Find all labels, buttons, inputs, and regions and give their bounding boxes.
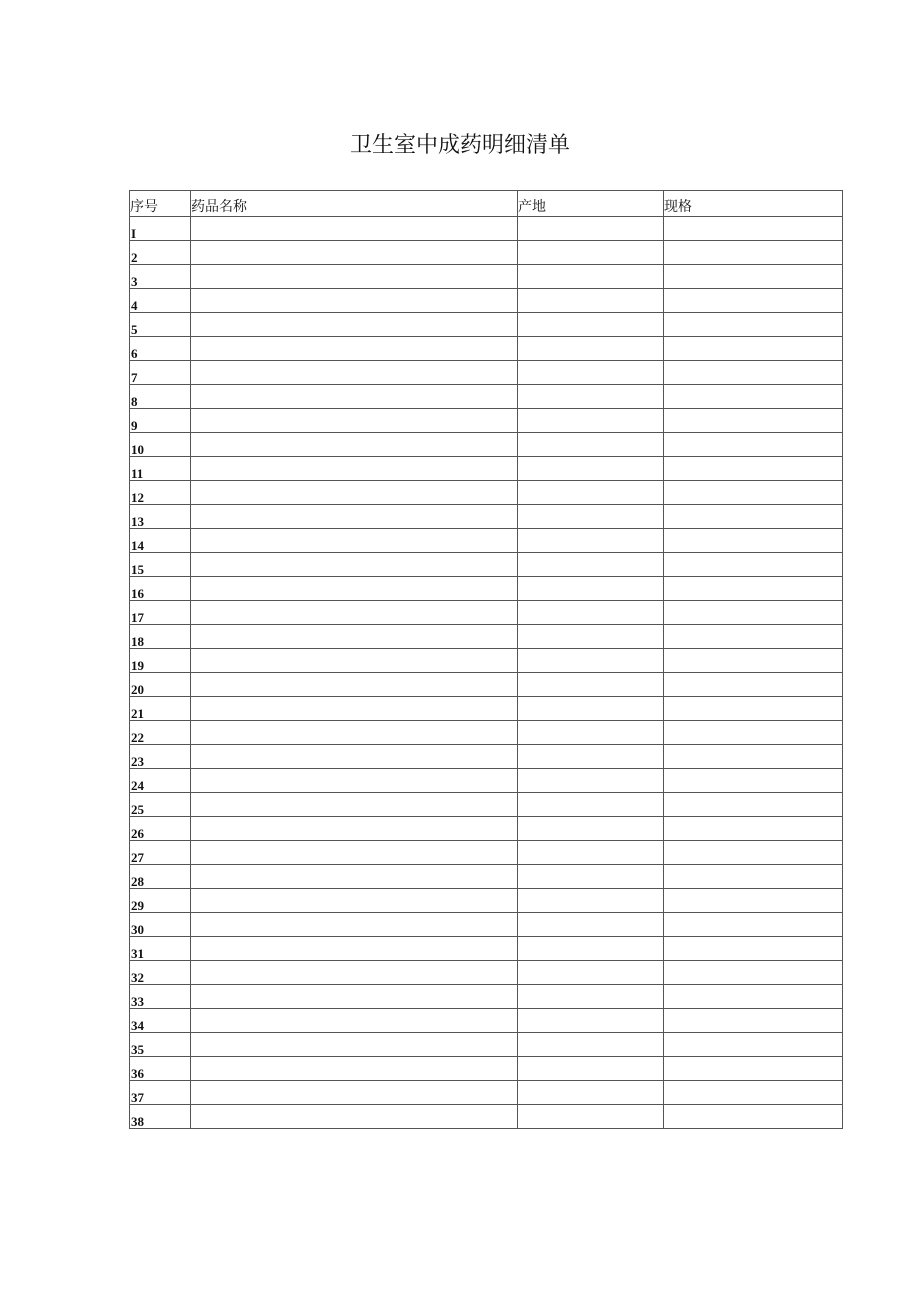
row-serial-cell: 29 [130, 889, 191, 913]
row-serial-cell: 15 [130, 553, 191, 577]
column-header-origin: 产地 [518, 191, 664, 217]
spec-cell[interactable] [664, 361, 843, 385]
origin-cell[interactable] [518, 289, 664, 313]
origin-cell[interactable] [518, 601, 664, 625]
name-cell[interactable] [191, 985, 518, 1009]
name-cell[interactable] [191, 577, 518, 601]
origin-cell[interactable] [518, 889, 664, 913]
row-serial-cell: 38 [130, 1105, 191, 1129]
table-row [130, 409, 843, 433]
origin-cell[interactable] [518, 577, 664, 601]
name-cell[interactable] [191, 697, 518, 721]
name-cell[interactable] [191, 1081, 518, 1105]
row-serial-cell: 28 [130, 865, 191, 889]
row-serial-cell: 26 [130, 817, 191, 841]
row-serial-cell: 6 [130, 337, 191, 361]
origin-cell[interactable] [518, 697, 664, 721]
row-serial-cell: 37 [130, 1081, 191, 1105]
row-serial-cell: 10 [130, 433, 191, 457]
spec-cell[interactable] [664, 649, 843, 673]
name-cell[interactable] [191, 865, 518, 889]
column-header-spec: 现格 [664, 191, 843, 217]
name-cell[interactable] [191, 241, 518, 265]
table-row [130, 697, 843, 721]
origin-cell[interactable] [518, 313, 664, 337]
table-row [130, 793, 843, 817]
name-cell[interactable] [191, 1009, 518, 1033]
row-serial-cell: 17 [130, 601, 191, 625]
spec-cell[interactable] [664, 1033, 843, 1057]
origin-cell[interactable] [518, 1105, 664, 1129]
table-row [130, 217, 843, 241]
row-serial-cell: 34 [130, 1009, 191, 1033]
spec-cell[interactable] [664, 505, 843, 529]
origin-cell[interactable] [518, 481, 664, 505]
origin-cell[interactable] [518, 505, 664, 529]
spec-cell[interactable] [664, 769, 843, 793]
table-row [130, 241, 843, 265]
origin-cell[interactable] [518, 1033, 664, 1057]
spec-cell[interactable] [664, 817, 843, 841]
table-row [130, 985, 843, 1009]
table-row [130, 505, 843, 529]
table-row [130, 1057, 843, 1081]
row-serial-cell: 19 [130, 649, 191, 673]
spec-cell[interactable] [664, 553, 843, 577]
row-serial-cell: 7 [130, 361, 191, 385]
table-row [130, 361, 843, 385]
row-serial-cell: 32 [130, 961, 191, 985]
row-serial-cell: 25 [130, 793, 191, 817]
origin-cell[interactable] [518, 745, 664, 769]
row-serial-cell: 12 [130, 481, 191, 505]
row-serial-cell: 14 [130, 529, 191, 553]
spec-cell[interactable] [664, 889, 843, 913]
spec-cell[interactable] [664, 721, 843, 745]
table-row [130, 529, 843, 553]
table-header-row [130, 191, 843, 217]
origin-cell[interactable] [518, 937, 664, 961]
name-cell[interactable] [191, 505, 518, 529]
name-cell[interactable] [191, 313, 518, 337]
origin-cell[interactable] [518, 1081, 664, 1105]
name-cell[interactable] [191, 553, 518, 577]
origin-cell[interactable] [518, 649, 664, 673]
spec-cell[interactable] [664, 481, 843, 505]
spec-cell[interactable] [664, 409, 843, 433]
origin-cell[interactable] [518, 913, 664, 937]
origin-cell[interactable] [518, 841, 664, 865]
row-serial-cell: 21 [130, 697, 191, 721]
origin-cell[interactable] [518, 265, 664, 289]
name-cell[interactable] [191, 817, 518, 841]
spec-cell[interactable] [664, 337, 843, 361]
origin-cell[interactable] [518, 625, 664, 649]
spec-cell[interactable] [664, 265, 843, 289]
table-row [130, 937, 843, 961]
spec-cell[interactable] [664, 985, 843, 1009]
table-row [130, 337, 843, 361]
row-serial-cell: 22 [130, 721, 191, 745]
name-cell[interactable] [191, 289, 518, 313]
name-cell[interactable] [191, 937, 518, 961]
name-cell[interactable] [191, 793, 518, 817]
name-cell[interactable] [191, 889, 518, 913]
row-serial-cell: 23 [130, 745, 191, 769]
row-serial-cell: 9 [130, 409, 191, 433]
name-cell[interactable] [191, 769, 518, 793]
table-row [130, 385, 843, 409]
name-cell[interactable] [191, 913, 518, 937]
table-body [130, 217, 843, 1129]
spec-cell[interactable] [664, 601, 843, 625]
table-row [130, 889, 843, 913]
table-row [130, 961, 843, 985]
name-cell[interactable] [191, 625, 518, 649]
spec-cell[interactable] [664, 577, 843, 601]
table-row [130, 481, 843, 505]
spec-cell[interactable] [664, 385, 843, 409]
spec-cell[interactable] [664, 1105, 843, 1129]
column-header-serial: 序号 [130, 191, 191, 217]
spec-cell[interactable] [664, 241, 843, 265]
table-row [130, 721, 843, 745]
origin-cell[interactable] [518, 721, 664, 745]
row-serial-cell: 2 [130, 241, 191, 265]
row-serial-cell: 33 [130, 985, 191, 1009]
spec-cell[interactable] [664, 1081, 843, 1105]
name-cell[interactable] [191, 1057, 518, 1081]
medicine-list-table [129, 190, 843, 1129]
table-row [130, 625, 843, 649]
table-row [130, 313, 843, 337]
row-serial-cell: 36 [130, 1057, 191, 1081]
row-serial-cell: 27 [130, 841, 191, 865]
table-row [130, 1105, 843, 1129]
table-row [130, 577, 843, 601]
origin-cell[interactable] [518, 769, 664, 793]
row-serial-cell: 31 [130, 937, 191, 961]
table-row [130, 457, 843, 481]
table-row [130, 865, 843, 889]
table-row [130, 913, 843, 937]
name-cell[interactable] [191, 217, 518, 241]
row-serial-cell: 16 [130, 577, 191, 601]
name-cell[interactable] [191, 1033, 518, 1057]
row-serial-cell: 24 [130, 769, 191, 793]
origin-cell[interactable] [518, 1009, 664, 1033]
origin-cell[interactable] [518, 337, 664, 361]
spec-cell[interactable] [664, 697, 843, 721]
table-row [130, 673, 843, 697]
origin-cell[interactable] [518, 409, 664, 433]
table-row [130, 769, 843, 793]
origin-cell[interactable] [518, 217, 664, 241]
name-cell[interactable] [191, 361, 518, 385]
name-cell[interactable] [191, 961, 518, 985]
spec-cell[interactable] [664, 913, 843, 937]
row-serial-cell: I [130, 217, 191, 241]
name-cell[interactable] [191, 433, 518, 457]
table-row [130, 289, 843, 313]
table-row [130, 265, 843, 289]
row-serial-cell: 30 [130, 913, 191, 937]
table-row [130, 553, 843, 577]
name-cell[interactable] [191, 265, 518, 289]
table-row [130, 1081, 843, 1105]
origin-cell[interactable] [518, 361, 664, 385]
spec-cell[interactable] [664, 673, 843, 697]
name-cell[interactable] [191, 673, 518, 697]
origin-cell[interactable] [518, 553, 664, 577]
table-row [130, 649, 843, 673]
row-serial-cell: 8 [130, 385, 191, 409]
spec-cell[interactable] [664, 313, 843, 337]
spec-cell[interactable] [664, 433, 843, 457]
name-cell[interactable] [191, 337, 518, 361]
spec-cell[interactable] [664, 1057, 843, 1081]
row-serial-cell: 35 [130, 1033, 191, 1057]
origin-cell[interactable] [518, 385, 664, 409]
origin-cell[interactable] [518, 241, 664, 265]
origin-cell[interactable] [518, 1057, 664, 1081]
row-serial-cell: 3 [130, 265, 191, 289]
origin-cell[interactable] [518, 865, 664, 889]
row-serial-cell: 5 [130, 313, 191, 337]
origin-cell[interactable] [518, 673, 664, 697]
table-row [130, 841, 843, 865]
table-row [130, 745, 843, 769]
spec-cell[interactable] [664, 865, 843, 889]
spec-cell[interactable] [664, 793, 843, 817]
name-cell[interactable] [191, 601, 518, 625]
origin-cell[interactable] [518, 457, 664, 481]
name-cell[interactable] [191, 841, 518, 865]
column-header-name: 药品名称 [191, 191, 518, 217]
row-serial-cell: 20 [130, 673, 191, 697]
name-cell[interactable] [191, 409, 518, 433]
spec-cell[interactable] [664, 841, 843, 865]
spec-cell[interactable] [664, 529, 843, 553]
table-row [130, 1009, 843, 1033]
spec-cell[interactable] [664, 745, 843, 769]
name-cell[interactable] [191, 649, 518, 673]
table-row [130, 817, 843, 841]
origin-cell[interactable] [518, 817, 664, 841]
spec-cell[interactable] [664, 937, 843, 961]
name-cell[interactable] [191, 529, 518, 553]
spec-cell[interactable] [664, 961, 843, 985]
table-row [130, 601, 843, 625]
name-cell[interactable] [191, 481, 518, 505]
row-serial-cell: 18 [130, 625, 191, 649]
name-cell[interactable] [191, 1105, 518, 1129]
origin-cell[interactable] [518, 529, 664, 553]
spec-cell[interactable] [664, 457, 843, 481]
name-cell[interactable] [191, 385, 518, 409]
spec-cell[interactable] [664, 217, 843, 241]
spec-cell[interactable] [664, 625, 843, 649]
origin-cell[interactable] [518, 793, 664, 817]
name-cell[interactable] [191, 721, 518, 745]
origin-cell[interactable] [518, 985, 664, 1009]
page-title: 卫生室中成药明细清单 [349, 133, 570, 158]
row-serial-cell: 4 [130, 289, 191, 313]
row-serial-cell: 13 [130, 505, 191, 529]
spec-cell[interactable] [664, 1009, 843, 1033]
spec-cell[interactable] [664, 289, 843, 313]
row-serial-cell: 11 [130, 457, 191, 481]
name-cell[interactable] [191, 457, 518, 481]
table-row [130, 433, 843, 457]
origin-cell[interactable] [518, 961, 664, 985]
name-cell[interactable] [191, 745, 518, 769]
origin-cell[interactable] [518, 433, 664, 457]
table-row [130, 1033, 843, 1057]
